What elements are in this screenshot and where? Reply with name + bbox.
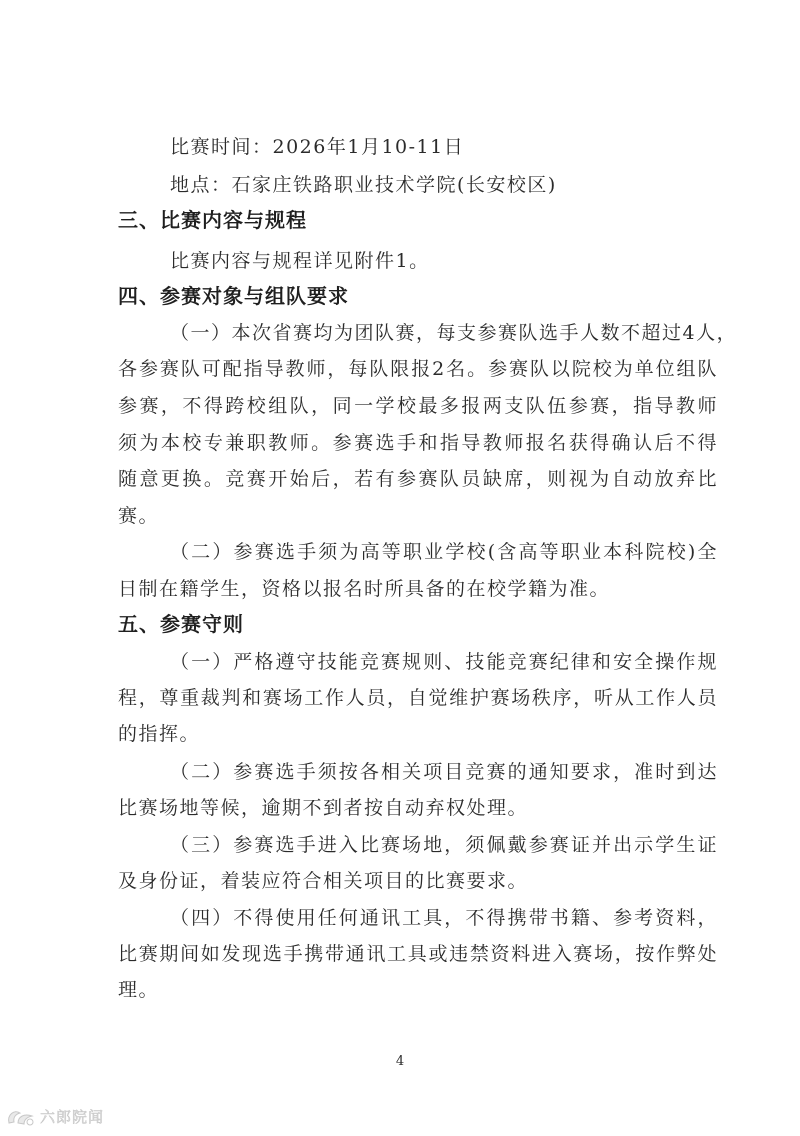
venue-line: 地点：石家庄铁路职业技术学院(长安校区) [170,174,557,196]
section5-item2-line: （二）参赛选手须按各相关项目竞赛的通知要求，准时到达 [170,761,718,783]
section5-item1-line: 程，尊重裁判和赛场工作人员，自觉维护赛场秩序，听从工作人员 [118,687,718,709]
section4-item1-line: （一）本次省赛均为团队赛，每支参赛队选手人数不超过4人， [170,322,738,344]
watermark [6,1106,104,1127]
section4-item2-line: （二）参赛选手须为高等职业学校(含高等职业本科院校)全 [170,541,718,563]
watermark-text: 六郎院闻 [40,1108,105,1126]
section4-item1-line: 各参赛队可配指导教师，每队限报2名。参赛队以院校为单位组队 [118,358,718,380]
section5-item2-line: 比赛场地等候，逾期不到者按自动弃权处理。 [118,797,529,819]
section5-item1-line: （一）严格遵守技能竞赛规则、技能竞赛纪律和安全操作规 [170,651,718,673]
section3-heading: 三、比赛内容与规程 [118,208,307,232]
section5-item3-line: （三）参赛选手进入比赛场地，须佩戴参赛证并出示学生证 [170,834,718,856]
section4-item1-line: 赛。 [118,505,160,527]
section4-item1-line: 须为本校专兼职教师。参赛选手和指导教师报名获得确认后不得 [118,432,718,454]
watermark-logo-icon [6,1107,36,1127]
section5-item3-line: 及身份证，着装应符合相关项目的比赛要求。 [118,870,529,892]
section5-heading: 五、参赛守则 [118,612,244,636]
section5-item4-line: 理。 [118,979,160,1001]
section4-item1-line: 随意更换。竞赛开始后，若有参赛队员缺席，则视为自动放弃比 [118,468,718,490]
section5-item4-line: 比赛期间如发现选手携带通讯工具或违禁资料进入赛场，按作弊处 [118,943,718,965]
section4-item1-line: 参赛，不得跨校组队，同一学校最多报两支队伍参赛，指导教师 [118,395,718,417]
section4-heading: 四、参赛对象与组队要求 [118,284,349,308]
section4-item2-line: 日制在籍学生，资格以报名时所具备的在校学籍为准。 [118,578,611,600]
match-time-line: 比赛时间：2026年1月10-11日 [170,136,465,158]
page-number: 4 [395,1054,405,1069]
section3-text: 比赛内容与规程详见附件1。 [170,250,430,272]
section5-item4-line: （四）不得使用任何通讯工具，不得携带书籍、参考资料， [170,907,718,929]
section5-item1-line: 的指挥。 [118,723,201,745]
